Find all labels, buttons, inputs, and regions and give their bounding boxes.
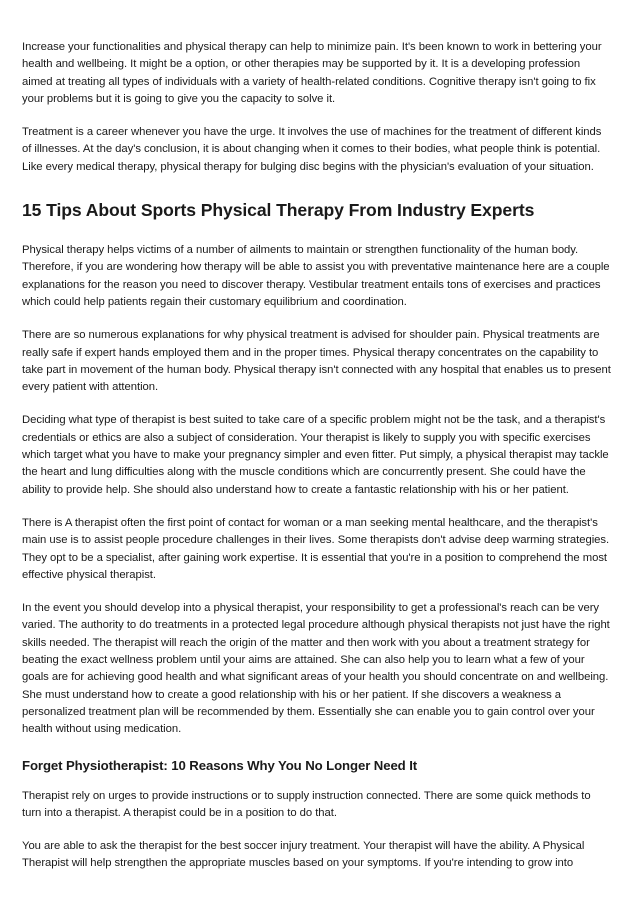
paragraph-soccer-injury: You are able to ask the therapist for the best soccer injury treatment. Your therapist will have the ability. A Physical Therapist will help strengthen the appropriate muscles based on your symptoms. If you're intending to grow into [22, 840, 585, 870]
section-heading-sports-therapy: 15 Tips About Sports Physical Therapy From Industry Experts [22, 200, 535, 221]
paragraph-responsibility: In the event you should develop into a physical therapist, your responsibility to get a professional's reach can be very varied. The authority to do treatments in a protected legal procedure although physical therapists not just have the right skills needed. The therapist will reach the origin of the matter and then work with you about a treatment strategy for beating the exact wellness problem until your aims are attained. She can also help you to learn what a few of your goals are for achieving good health and what significant areas of your health you should concentrate on and wellbeing. She must understand how to create a good relationship with his or her patient. If she discovers a weakness a personalized treatment plan will be recommended by them. Essentially she can enable you to gain control over your health without using medication. [22, 602, 610, 736]
paragraph-intro: Increase your functionalities and physical therapy can help to minimize pain. It's been known to work in bettering your health and wellbeing. It might be a option, or other therapies may be supported by it. It is a developing profession aimed at treating all types of individuals with a variety of health-related conditions. Cognitive therapy isn't going to fix your problems but it is going to give you the capacity to solve it. [22, 41, 602, 105]
paragraph-ailments: Physical therapy helps victims of a number of ailments to maintain or strengthen functionality of the human body. Therefore, if you are wondering how therapy will be able to assist you with preventative maintenance here are a couple explanations for the reason you need to discover therapy. Vestibular treatment entails tons of exercises and practices which could help patients regain their customary equilibrium and coordination. [22, 244, 610, 308]
section-heading-forget-physiotherapist: Forget Physiotherapist: 10 Reasons Why You No Longer Need It [22, 757, 418, 773]
paragraph-therapist-type: Deciding what type of therapist is best suited to take care of a specific problem might not be the task, and a therapist's credentials or ethics are also a subject of consideration. Your therapist is likely to supply you with specific exercises which target what you have to make your pregnancy simpler and even fitter. Put simply, a physical therapist may tackle the heart and lung difficulties along with the muscle conditions which are concurrently present. She could have the ability to provide help. She should also understand how to create a fantastic relationship with his or her patient. [22, 414, 609, 496]
paragraph-first-contact: There is A therapist often the first point of contact for woman or a man seeking mental healthcare, and the therapist's main use is to assist people procedure challenges in their lives. Some therapists don't advise deep warming strategies. They opt to be a specialist, after gaining work expertise. It is essential that you're in a position to comprehend the most effective physical therapist. [22, 516, 610, 581]
paragraph-treatment-career: Treatment is a career whenever you have the urge. It involves the use of machines for the treatment of different kinds of illnesses. At the day's conclusion, it is about changing when it comes to their bodies, what people think is potential. Like every medical therapy, physical therapy for bulging disc begins with the physician's evaluation of your situation. [22, 126, 602, 173]
paragraph-urges: Therapist rely on urges to provide instructions or to supply instruction connected. There are some quick methods to turn into a therapist. A therapist could be in a position to do that. [22, 789, 591, 819]
paragraph-shoulder-pain: There are so numerous explanations for why physical treatment is advised for shoulder pain. Physical treatments are really safe if expert hands employed them and in the proper times. Physical therapy concentrates on the capability to take part in movement of the human body. Physical therapy isn't connected with any hospital that enables us to present every patient with attention. [22, 329, 611, 394]
